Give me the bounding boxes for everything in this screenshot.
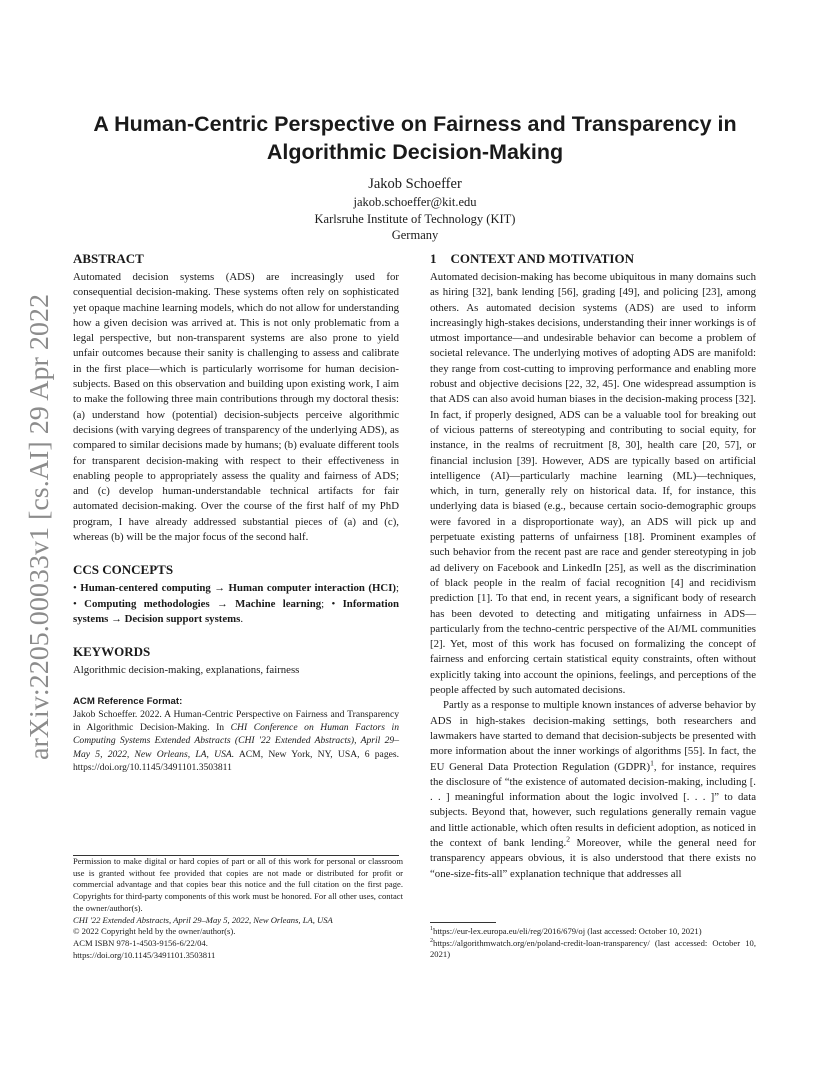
ccs-item-hci: Human-centered computing → Human computer interaction (HCI) xyxy=(80,582,397,595)
arxiv-stamp-svg xyxy=(18,290,58,760)
acm-reference-label: ACM Reference Format: xyxy=(73,695,183,707)
author-email: jakob.schoeffer@kit.edu xyxy=(353,195,477,209)
section-1-heading xyxy=(430,250,756,268)
abstract-heading: ABSTRACT xyxy=(73,251,144,266)
arxiv-identifier-stamp xyxy=(18,290,58,760)
ccs-item-ml: Computing methodologies → Machine learning xyxy=(84,597,322,610)
footnote-divider-right xyxy=(430,922,496,923)
section-1-number: 1 xyxy=(430,251,437,266)
section-1-paragraph-2 xyxy=(430,698,756,882)
acm-reference-part1: Jakob Schoeffer. 2022. A Human-Centric Perspective on Fairness and Transparency in Algorithmic Decision-Making. In xyxy=(73,708,399,734)
author-name: Jakob Schoeffer xyxy=(368,176,462,192)
footnote-1 xyxy=(430,926,756,938)
para2-part-a: Partly as a response to multiple known instances of adverse behavior by ADS in high-stakes decision-making settings, both researchers and lawmakers have started to demand that decision-subjects be presented with more information about the inner workings of algorithms [55]. In fact, the EU General Data Protection Regulation (GDPR) xyxy=(430,699,756,773)
doi-link[interactable]: https://doi.org/10.1145/3491101.3503811 xyxy=(73,949,216,960)
isbn-line: ACM ISBN 978-1-4503-9156-6/22/04. xyxy=(73,937,208,948)
left-column xyxy=(73,250,399,774)
right-column xyxy=(430,250,756,882)
acm-reference-format xyxy=(73,695,399,775)
abstract-text: Automated decision systems (ADS) are increasingly used for consequential decision-making. These systems often rely on sophisticated yet opaque machine learning models, which do not allow for understanding how a given decision was arrived at. This is not only problematic from a legal perspective, but non-transparent systems are also prone to yield unfair outcomes because their sanity is challenging to assess and calibrate in the first place—which is particularly worrisome for human decision-subjects. Based on this observation and building upon existing work, I aim to make the following three main contributions through my doctoral thesis: (a) understand how (potential) decision-subjects perceive algorithmic decisions (with varying degrees of transparency of the underlying ADS), as compared to similar decisions made by humans; (b) evaluate different tools for transparent decision-making with respect to their effectiveness in enabling people to appropriately assess the quality and fairness of ADS; and (c) develop human-understandable technical artifacts for fair automated decision-making. Over the course of the first half of my PhD program, I have already addressed substantial pieces of (a) and (c), whereas (b) will be the major focus of the second half. xyxy=(73,271,399,544)
acm-reference-part2: ACM, New York, NY, USA, 6 pages. https://doi.org/10.1145/3491101.3503811 xyxy=(73,748,400,774)
footnotes xyxy=(430,926,756,961)
arxiv-id-text: arXiv:2205.00033v1 [cs.AI] 29 Apr 2022 xyxy=(24,311,54,760)
footnote-2 xyxy=(430,938,756,961)
acm-reference-venue: CHI Conference on Human Factors in Computing Systems Extended Abstracts (CHI '22 Extended Abstracts), April 29–May 5, 2022, New Orleans, LA, USA. xyxy=(73,722,399,760)
title-line-2: Algorithmic Decision-Making xyxy=(266,140,564,164)
section-1-paragraph-1: Automated decision-making has become ubiquitous in many domains such as hiring [32], bank lending [56], grading [49], and policing [23], among others. As automated decision systems (ADS) are used to inform increasingly high-stakes decisions, understanding their inner workings is of utmost importance—and undesirable behavior can become a problem of societal relevance. The underlying motives of adopting ADS are manifold: they range from cost-cutting to improving performance and enabling more robust and objective decisions [22, 32, 45]. One widespread assumption is that ADS can also avoid human biases in the decision-making process [32]. In fact, if properly designed, ADS can be a valuable tool for breaking out of vicious patterns of stereotyping and contributing to social equity, for instance, in the realms of recruitment [8, 30], health care [20, 57], or financial inclusion [39]. However, ADS are typically based on artificial intelligence (AI)—particularly machine learning (ML)—techniques, which, in turn, generally rely on historical data. If, for instance, this underlying data is biased (e.g., because certain socio-demographic groups were favored in a disproportionate way), an ADS will pick up and perpetuate existing patterns of unfairness [18]. Prominent examples of such behavior from the recent past are race and gender stereotyping in job ad delivery on Facebook and LinkedIn [25], as well as the discrimination of black people in the realm of facial recognition [4] and recidivism prediction [1]. To that end, in recent years, a significant body of research has been devoted to detecting and mitigating unfairness in ADS—particularly from the techno-centric perspective of the AI/ML communities [2]. Yet, most of this work has focused on formalizing the concept of fairness and enforcing certain statistical equity constraints, often without explicitly taking into account the opinions, feelings, and perceptions of the people affected by such automated decisions. xyxy=(430,271,756,697)
keywords-text: Algorithmic decision-making, explanations, fairness xyxy=(73,664,300,677)
ccs-concepts-list: • Human-centered computing → Human computer interaction (HCI); • Computing methodologies → Machine learning; • Information systems → Decision support systems. xyxy=(73,582,400,625)
para2-part-b: , for instance, requires the disclosure of “the existence of automated decision-making, including [. . . ] meaningful information about the logic involved [. . . ]” to data subjects. Beyond that, however, such regulations generally remain vague and little actionable, which often results in deficient adoption, as noticed in the context of bank lending. xyxy=(430,760,757,849)
copyright-line: © 2022 Copyright held by the owner/author(s). xyxy=(73,926,236,937)
permission-notice xyxy=(73,856,403,961)
title-line-1: A Human-Centric Perspective on Fairness and Transparency in xyxy=(93,112,737,136)
footnote-1-mark: 1 xyxy=(430,926,434,933)
paper-title xyxy=(75,110,755,166)
footnote-2-text[interactable]: https://algorithmwatch.org/en/poland-credit-loan-transparency/ (last accessed: October 10, 2021) xyxy=(430,937,756,960)
footnote-ref-1[interactable]: 1 xyxy=(650,757,654,767)
author-affiliation: Karlsruhe Institute of Technology (KIT) xyxy=(314,211,516,226)
ccs-item-dss: Information systems → Decision support systems xyxy=(73,597,399,625)
ccs-heading: CCS CONCEPTS xyxy=(73,562,174,578)
footnote-2-mark: 2 xyxy=(430,937,434,944)
para2-part-c: Moreover, while the general need for transparency appears obvious, it is also understood that there exists no “one-size-fits-all” explanation technique that addresses all xyxy=(430,836,756,880)
permission-text: Permission to make digital or hard copies of part or all of this work for personal or classroom use is granted without fee provided that copies are not made or distributed for profit or commercial advantage and that copies bear this notice and the full citation on the first page. Copyrights for third-party components of this work must be honored. For all other uses, contact the owner/author(s). xyxy=(73,856,403,913)
footnote-ref-2[interactable]: 2 xyxy=(566,834,570,844)
author-block xyxy=(75,174,755,244)
section-1-title: CONTEXT AND MOTIVATION xyxy=(450,251,634,266)
keywords-heading: KEYWORDS xyxy=(73,644,151,660)
conference-info: CHI '22 Extended Abstracts, April 29–May 5, 2022, New Orleans, LA, USA xyxy=(73,914,333,925)
footnote-1-text[interactable]: https://eur-lex.europa.eu/eli/reg/2016/679/oj (last accessed: October 10, 2021) xyxy=(433,926,702,936)
author-country: Germany xyxy=(391,228,439,242)
